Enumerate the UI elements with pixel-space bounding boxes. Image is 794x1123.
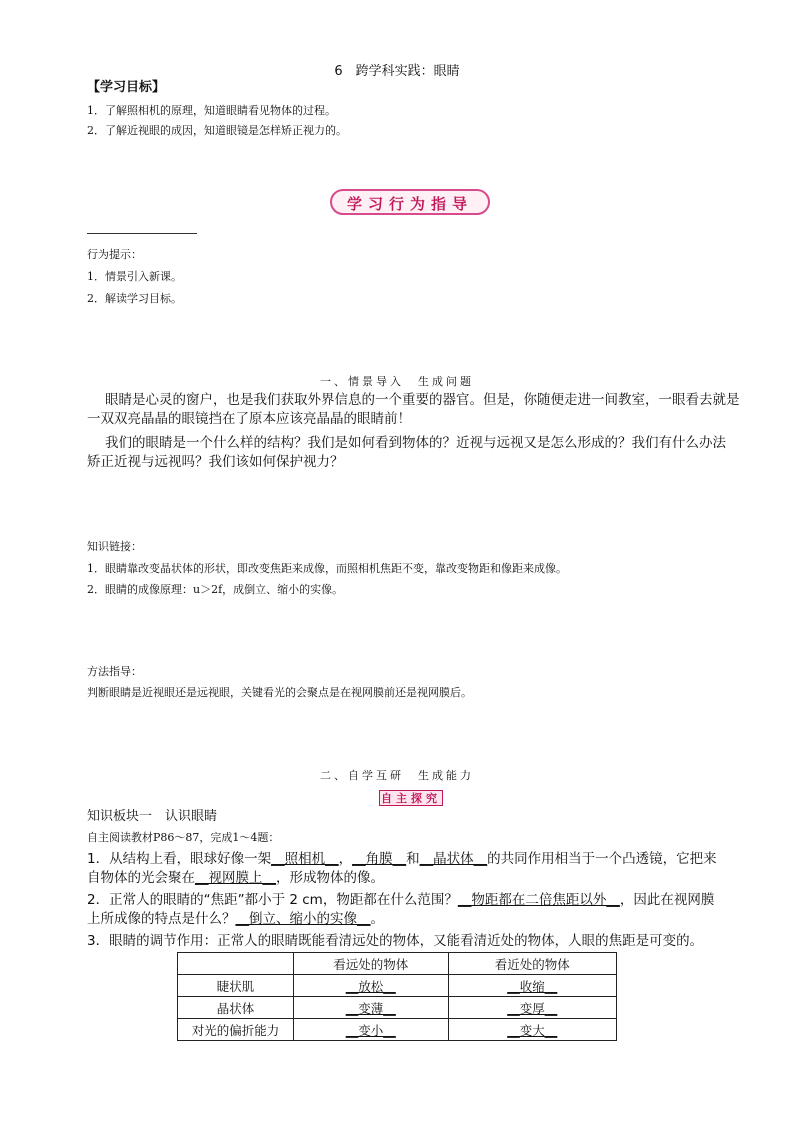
q1-answer-retina: __视网膜上__	[195, 870, 276, 886]
table-cell: __变小__	[293, 1019, 448, 1041]
q2-text-a: 2．正常人的眼睛的“焦距”都小于 2 cm，物距都在什么范围？	[87, 892, 458, 908]
question-2-line-2	[87, 910, 384, 928]
behavior-item-1: 1．情景引入新课。	[87, 270, 182, 283]
table-header-cell	[178, 953, 294, 975]
q2-text-c: ，因此在视网膜	[619, 892, 715, 908]
q1-text-g: ，形成物体的像。	[276, 870, 384, 886]
q1-text-c: ，	[338, 851, 353, 867]
table-header-row	[178, 953, 617, 975]
reading-instruction: 自主阅读教材P86～87，完成1～4题：	[87, 831, 280, 844]
section2-heading: 二、自学互研 生成能力	[320, 769, 474, 782]
table-cell: __收缩__	[448, 975, 616, 997]
q1-answer-cornea: __角膜__	[352, 851, 407, 867]
table-cell: __变大__	[448, 1019, 616, 1041]
table-row	[178, 997, 617, 1019]
question-1-line-2	[87, 869, 384, 887]
divider-line	[87, 233, 197, 234]
intro-paragraph-1b: 一双双亮晶晶的眼镜挡在了原本应该亮晶晶的眼睛前！	[87, 411, 411, 427]
q2-answer-range: __物距都在二倍焦距以外__	[457, 892, 620, 908]
question-2-line-1	[87, 891, 714, 909]
behavior-item-2: 2．解读学习目标。	[87, 292, 182, 305]
q2-text-d: 上所成像的特点是什么？	[87, 911, 236, 927]
question-1-line-1	[87, 850, 717, 868]
q1-text-f: 自物体的光会聚在	[87, 870, 195, 886]
table-header-cell: 看近处的物体	[448, 953, 616, 975]
objective-item-2: 2．了解近视眼的成因，知道眼镜是怎样矫正视力的。	[87, 124, 347, 137]
q1-text-e: 的共同作用相当于一个凸透镜，它把来	[487, 851, 717, 867]
q1-answer-lens: __晶状体__	[419, 851, 488, 867]
behavior-heading: 行为提示：	[87, 248, 142, 261]
objectives-heading: 【学习目标】	[87, 80, 166, 95]
section1-heading: 一、情景导入 生成问题	[320, 375, 474, 388]
question-3: 3．眼睛的调节作用：正常人的眼睛既能看清远处的物体，又能看清近处的物体，人眼的焦距是可变的。	[87, 933, 704, 949]
q1-answer-camera: __照相机__	[271, 851, 339, 867]
intro-paragraph-1a: 眼睛是心灵的窗户，也是我们获取外界信息的一个重要的器官。但是，你随便走进一间教室，一眼看去就是	[105, 392, 740, 408]
table-row	[178, 975, 617, 997]
intro-paragraph-2a: 我们的眼睛是一个什么样的结构？我们是如何看到物体的？近视与远视又是怎么形成的？我们有什么办法	[105, 435, 726, 451]
q1-text-a: 1．从结构上看，眼球好像一架	[87, 851, 272, 867]
knowledge-link-heading: 知识链接：	[87, 540, 142, 553]
table-cell: __变薄__	[293, 997, 448, 1019]
table-header-cell: 看远处的物体	[293, 953, 448, 975]
knowledge-link-item-1: 1．眼睛靠改变晶状体的形状，即改变焦距来成像，而照相机焦距不变，靠改变物距和像距来成像。	[87, 562, 567, 575]
table-cell: __变厚__	[448, 997, 616, 1019]
self-study-stamp: 自主探究	[381, 792, 441, 805]
q2-answer-image: __倒立、缩小的实像__	[235, 911, 371, 927]
intro-paragraph-2b: 矫正近视与远视吗？我们该如何保护视力？	[87, 454, 344, 470]
table-cell: __放松__	[293, 975, 448, 997]
objective-item-1: 1．了解照相机的原理，知道眼睛看见物体的过程。	[87, 104, 336, 117]
page-title: 6 跨学科实践：眼睛	[334, 64, 460, 79]
table-row-label: 对光的偏折能力	[178, 1019, 294, 1041]
q2-text-e: 。	[370, 911, 384, 927]
method-text: 判断眼睛是近视眼还是远视眼，关键看光的会聚点是在视网膜前还是视网膜后。	[87, 686, 472, 699]
q1-text-d: 和	[406, 851, 420, 867]
eye-adjustment-table	[177, 952, 617, 1041]
knowledge-link-item-2: 2．眼睛的成像原理：u＞2f，成倒立、缩小的实像。	[87, 583, 344, 596]
table-row	[178, 1019, 617, 1041]
guidance-banner: 学习行为指导	[330, 189, 490, 215]
table-row-label: 晶状体	[178, 997, 294, 1019]
module-heading: 知识板块一 认识眼睛	[87, 809, 218, 824]
table-row-label: 睫状肌	[178, 975, 294, 997]
method-heading: 方法指导：	[87, 665, 142, 678]
